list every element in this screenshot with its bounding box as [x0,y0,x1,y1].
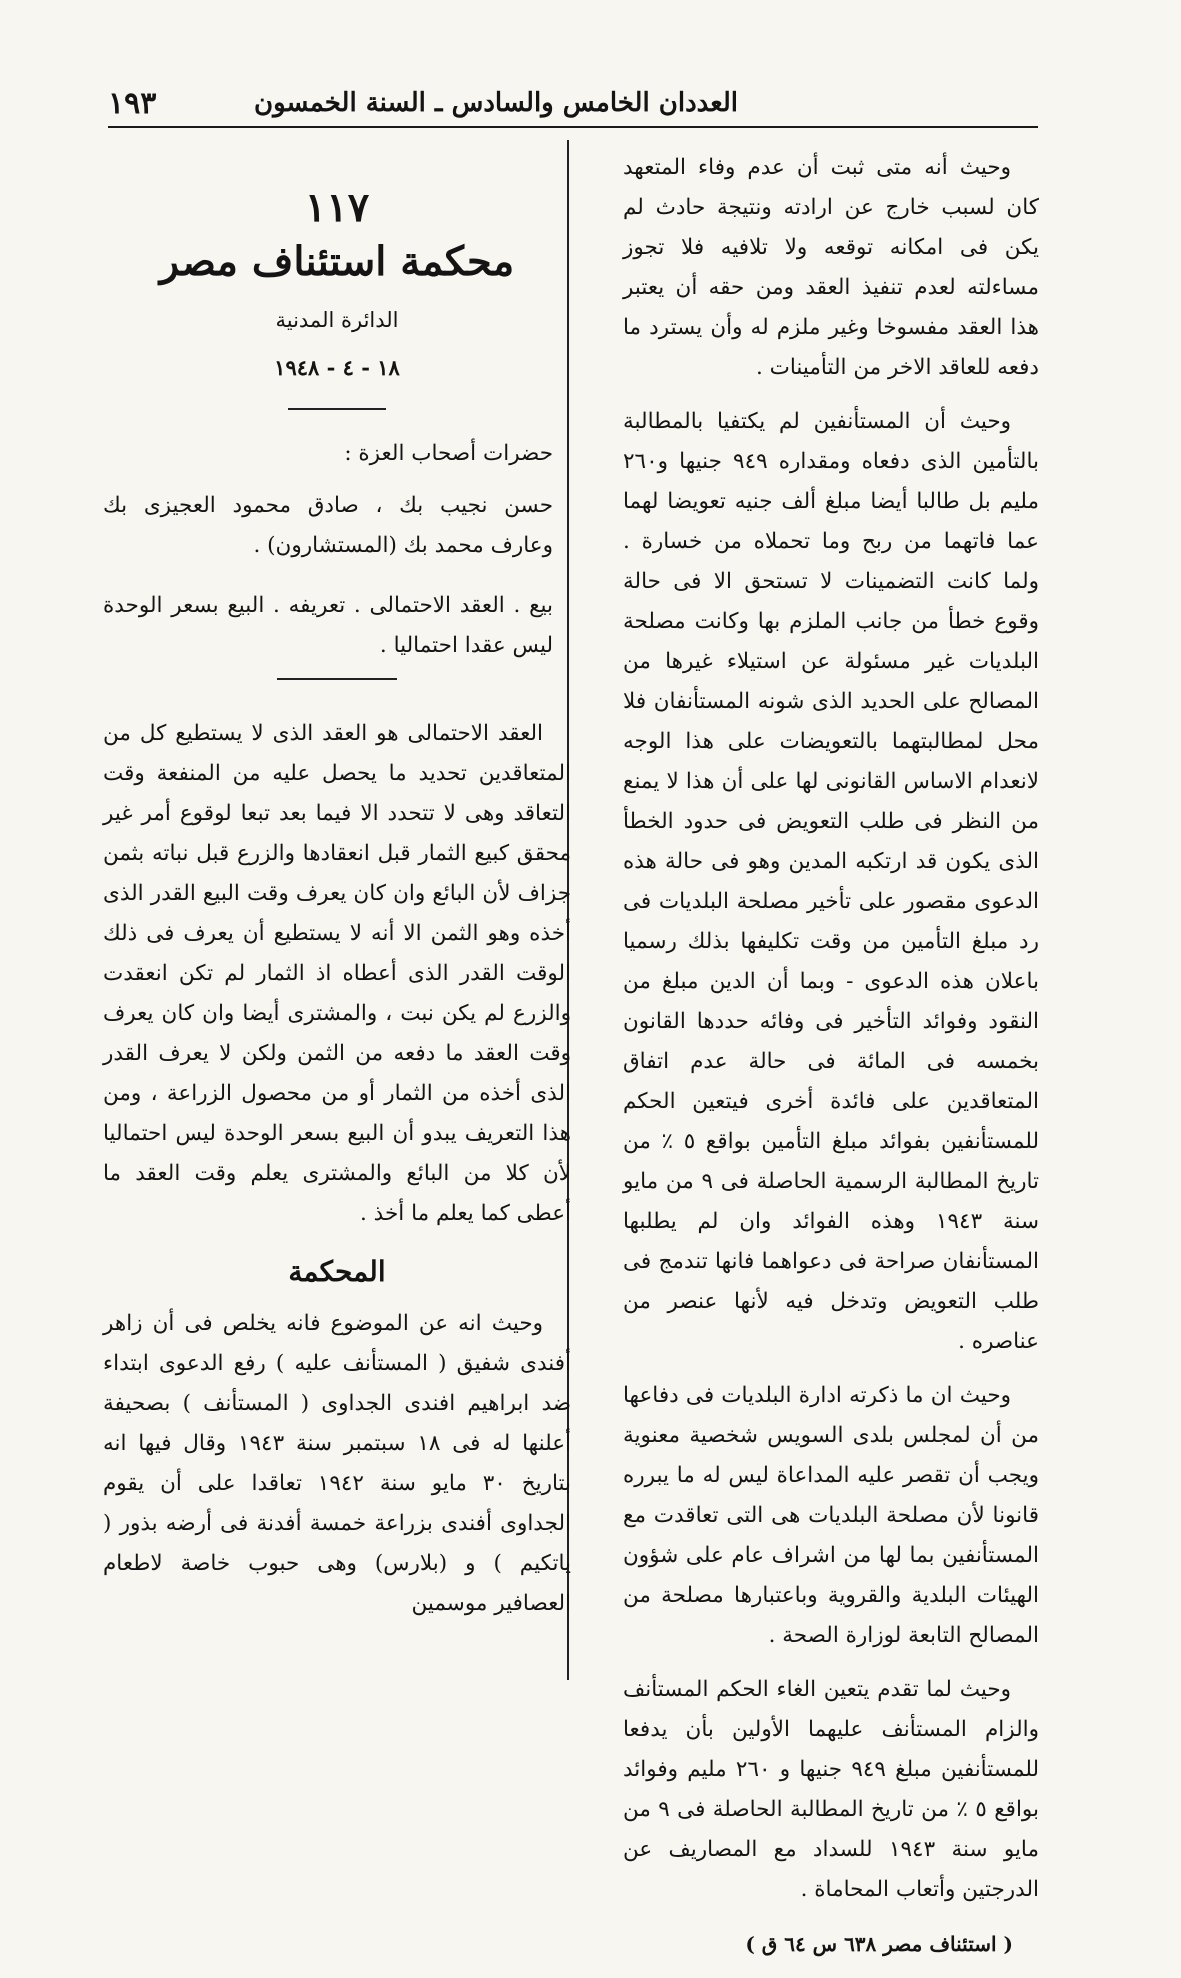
right-column [623,148,1039,1978]
page-number: ١٩٣ [108,85,157,121]
body-paragraph: وحيث لما تقدم يتعين الغاء الحكم المستأنف والزام المستأنف عليهما الأولين بأن يدفعا للمستأنفين مبلغ ٩٤٩ جنيها و ٢٦٠ مليم وفوائد بواقع ٥ ٪ من تاريخ المطالبة الحاصلة فى ٩ من مايو سنة ١٩٤٣ للسداد مع المصاريف عن الدرجتين وأتعاب المحاماة . [623,1677,1040,1902]
headnote-text: العقد الاحتمالى هو العقد الذى لا يستطيع كل من المتعاقدين تحديد ما يحصل عليه من المنفعة وقت التعاقد وهى لا تتحدد الا فيما بعد تبعا لوقوع أمر غير محقق كبيع الثمار قبل انعقادها والزرع قبل نباته بثمن جزاف لأن البائع وان كان يعرف وقت البيع القدر الذى أخذه وهو الثمن الا أنه لا يستطيع أن يعرف فى ذلك الوقت القدر الذى أعطاه اذ الثمار لم تكن انعقدت والزرع لم يكن نبت ، والمشترى أيضا وان كان يعرف وقت العقد ما دفعه من الثمن ولكن لا يعرف القدر الذى أخذه من الثمار أو من محصول الزراعة ، ومن هذا التعريف يبدو أن البيع بسعر الوحدة ليس احتماليا لأن كلا من البائع والمشترى يعلم وقت العقد ما أعطى كما يعلم ما أخذ . [103,721,571,1226]
case-number: ١١٧ [304,184,370,231]
headnote-keywords: بيع . العقد الاحتمالى . تعريفه . البيع بسعر الوحدة ليس عقدا احتماليا . [103,593,553,658]
circuit-name: الدائرة المدنية [275,308,399,332]
decision-date: ١٨ - ٤ - ١٩٤٨ [274,355,400,380]
running-title: العددان الخامس والسادس ـ السنة الخمسون [254,88,738,118]
running-header [108,80,1038,128]
body-paragraph: وحيث أن المستأنفين لم يكتفيا بالمطالبة بالتأمين الذى دفعاه ومقداره ٩٤٩ جنيها و٢٦٠ مليم بل طالبا أيضا مبلغ ألف جنيه تعويضا لهما عما فاتهما من ربح وما تحملاه من خسارة . ولما كانت التضمينات لا تستحق الا فى حالة وقوع خطأ من جانب الملزم بها وكانت مصلحة البلديات غير مسئولة عن استيلاء غيرها من المصالح على الحديد الذى شونه المستأنفان فلا محل لمطالبتهما بالتعويضات على هذا الوجه لانعدام الاساس القانونى لها على أن هذا لا يمنع من النظر فى طلب التعويض فى حدود الخطأ الذى يكون قد ارتكبه المدين وهو فى حالة هذه الدعوى مقصور على تأخير مصلحة البلديات فى رد مبلغ التأمين من وقت تكليفها بذلك رسميا باعلان هذه الدعوى - وبما أن الدين مبلغ من النقود وفوائد التأخير فى وفائه حددها القانون بخمسه فى المائة فى حالة عدم اتفاق المتعاقدين على فائدة أخرى فيتعين الحكم للمستأنفين بفوائد مبلغ التأمين بواقع ٥ ٪ من تاريخ المطالبة الرسمية الحاصلة فى ٩ من مايو سنة ١٩٤٣ وهذه الفوائد وان لم يطلبها المستأنفان صراحة فى دعواهما فانها تندمج فى طلب التعويض وتدخل فيه لأنها عنصر من عناصره . [623,409,1039,1354]
separator-rule [277,678,397,680]
court-name: محكمة استئناف مصر [159,238,515,285]
case-citation: ( استئناف مصر ٦٣٨ س ٦٤ ق ) [745,1932,1013,1956]
separator-rule [288,408,386,410]
body-paragraph: وحيث أنه متى ثبت أن عدم وفاء المتعهد كان لسبب خارج عن ارادته ونتيجة حادث لم يكن فى امكانه توقعه ولا تلافيه فلا تجوز مساءلته لعدم تنفيذ العقد ومن حقه أن يعتبر هذا العقد مفسوخا وغير ملزم له وأن يسترد ما دفعه للعاقد الاخر من التأمينات . [623,155,1039,380]
court-opening-paragraph: وحيث انه عن الموضوع فانه يخلص فى أن زاهر أفندى شفيق ( المستأنف عليه ) رفع الدعوى ابتداء ضد ابراهيم افندى الجداوى ( المستأنف ) بصحيفة أعلنها له فى ١٨ سبتمبر سنة ١٩٤٣ وقال فيها انه بتاريخ ٣٠ مايو سنة ١٩٤٢ تعاقدا على أن يقوم الجداوى أفندى بزراعة خمسة أفدنة فى أرضه بذور ( ياتكيم ) و (بلارس) وهى حبوب خاصة لاطعام العصافير موسمين [103,1311,571,1616]
judges-heading: حضرات أصحاب العزة : [344,441,553,466]
body-paragraph: وحيث ان ما ذكرته ادارة البلديات فى دفاعها من أن لمجلس بلدى السويس شخصية معنوية ويجب أن تقصر عليه المداعاة ليس له ما يبرره قانونا لأن مصلحة البلديات هى التى تعاقدت مع المستأنفين بما لها من اشراف عام على شؤون الهيئات البلدية والقروية وباعتبارها مصلحة من المصالح التابعة لوزارة الصحة . [623,1383,1039,1648]
left-column [103,148,571,1638]
section-title: المحكمة [288,1255,386,1288]
judges-names: حسن نجيب بك ، صادق محمود العجيزى بك وعارف محمد بك (المستشارون) . [103,493,553,558]
